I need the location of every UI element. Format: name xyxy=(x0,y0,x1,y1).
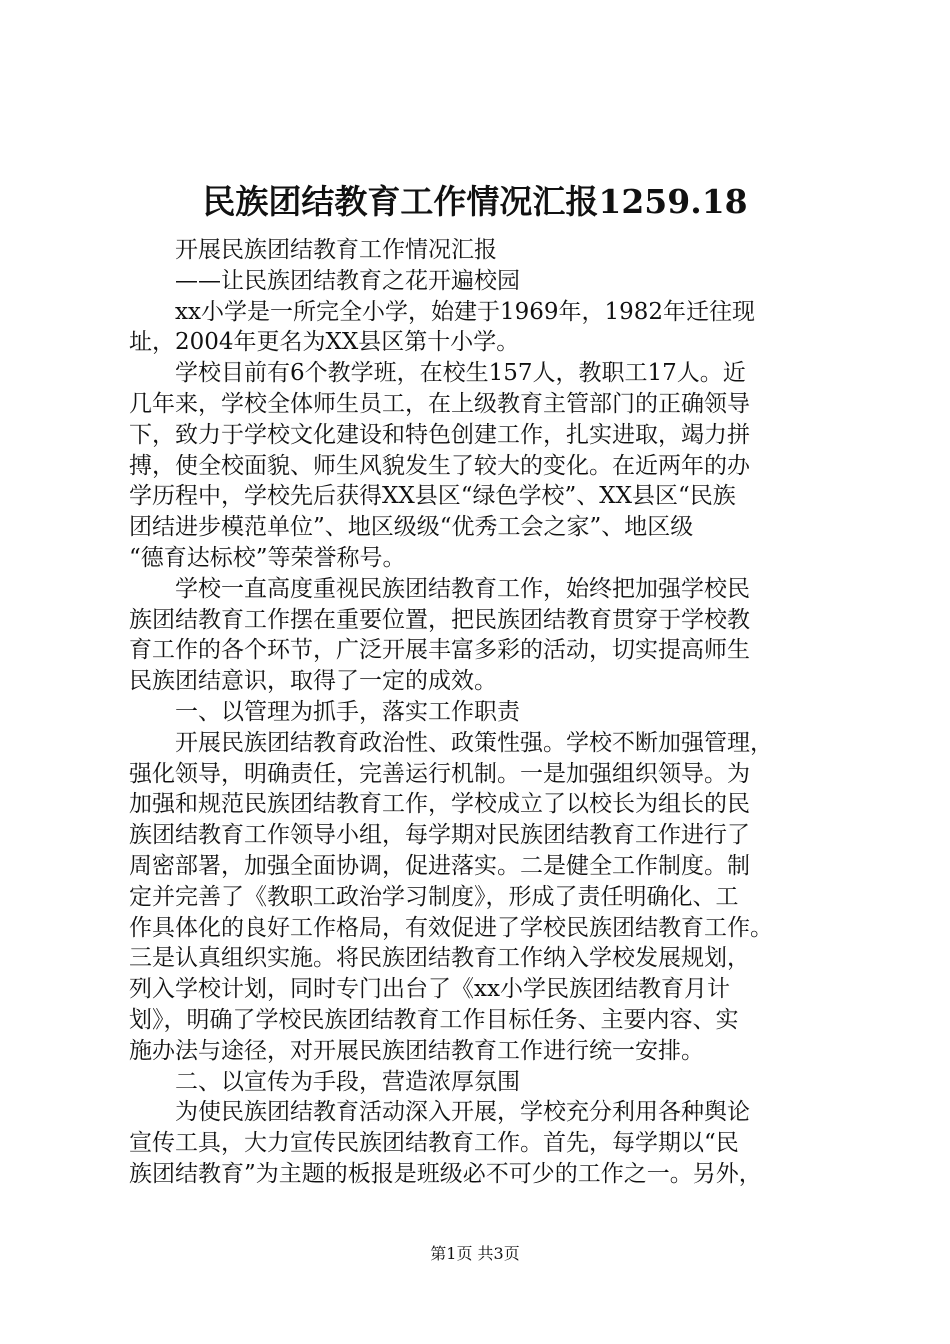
body-line: 开展民族团结教育政治性、政策性强。学校不断加强管理， xyxy=(129,729,773,756)
body-line: 施办法与途径，对开展民族团结教育工作进行统一安排。 xyxy=(129,1037,704,1064)
body-line: 搏，使全校面貌、师生风貌发生了较大的变化。在近两年的办 xyxy=(129,452,750,479)
body-line: 开展民族团结教育工作情况汇报 xyxy=(129,237,497,263)
body-line: 定并完善了《教职工政治学习制度》，形成了责任明确化、工 xyxy=(129,883,739,910)
document-body xyxy=(129,235,829,1190)
body-line: 族团结教育工作摆在重要位置，把民族团结教育贯穿于学校教 xyxy=(129,606,750,633)
body-line: 民族团结意识，取得了一定的成效。 xyxy=(129,668,497,695)
body-line: 列入学校计划，同时专门出台了《xx小学民族团结教育月计 xyxy=(129,976,730,1003)
body-line: 址，2004年更名为XX县区第十小学。 xyxy=(129,329,520,356)
body-line: 学校一直高度重视民族团结教育工作，始终把加强学校民 xyxy=(129,575,750,602)
body-line: 育工作的各个环节，广泛开展丰富多彩的活动，切实提高师生 xyxy=(129,637,750,664)
body-line: 几年来，学校全体师生员工，在上级教育主管部门的正确领导 xyxy=(129,390,750,417)
body-line: 加强和规范民族团结教育工作，学校成立了以校长为组长的民 xyxy=(129,791,750,818)
body-line: 族团结教育工作领导小组，每学期对民族团结教育工作进行了 xyxy=(129,822,750,849)
body-line: 三是认真组织实施。将民族团结教育工作纳入学校发展规划， xyxy=(129,945,750,972)
body-line: 族团结教育”为主题的板报是班级必不可少的工作之一。另外， xyxy=(129,1160,762,1187)
body-line: 下，致力于学校文化建设和特色创建工作，扎实进取，竭力拼 xyxy=(129,421,750,448)
body-line: 划》，明确了学校民族团结教育工作目标任务、主要内容、实 xyxy=(129,1006,739,1033)
body-line: “德育达标校”等荣誉称号。 xyxy=(129,544,406,571)
body-line: 作具体化的良好工作格局，有效促进了学校民族团结教育工作。 xyxy=(129,914,773,941)
body-line: 学历程中，学校先后获得XX县区“绿色学校”、XX县区“民族 xyxy=(129,483,736,510)
body-line: 宣传工具，大力宣传民族团结教育工作。首先，每学期以“民 xyxy=(129,1130,739,1157)
body-line: ——让民族团结教育之花开遍校园 xyxy=(129,267,520,294)
body-line: xx小学是一所完全小学，始建于1969年，1982年迁往现 xyxy=(129,298,756,325)
section-heading: 二、以宣传为手段，营造浓厚氛围 xyxy=(129,1068,520,1095)
body-line: 学校目前有6个教学班，在校生157人，教职工17人。近 xyxy=(129,360,746,387)
body-line: 团结进步模范单位”、地区级级“优秀工会之家”、地区级 xyxy=(129,514,694,541)
body-line: 强化领导，明确责任，完善运行机制。一是加强组织领导。为 xyxy=(129,760,750,787)
body-line: 周密部署，加强全面协调，促进落实。二是健全工作制度。制 xyxy=(129,852,750,879)
section-heading: 一、以管理为抓手，落实工作职责 xyxy=(129,698,520,725)
page-footer: 第1页 共3页 xyxy=(430,1244,520,1263)
document-title: 民族团结教育工作情况汇报1259.18 xyxy=(202,182,748,221)
body-line: 为使民族团结教育活动深入开展，学校充分利用各种舆论 xyxy=(129,1099,750,1126)
